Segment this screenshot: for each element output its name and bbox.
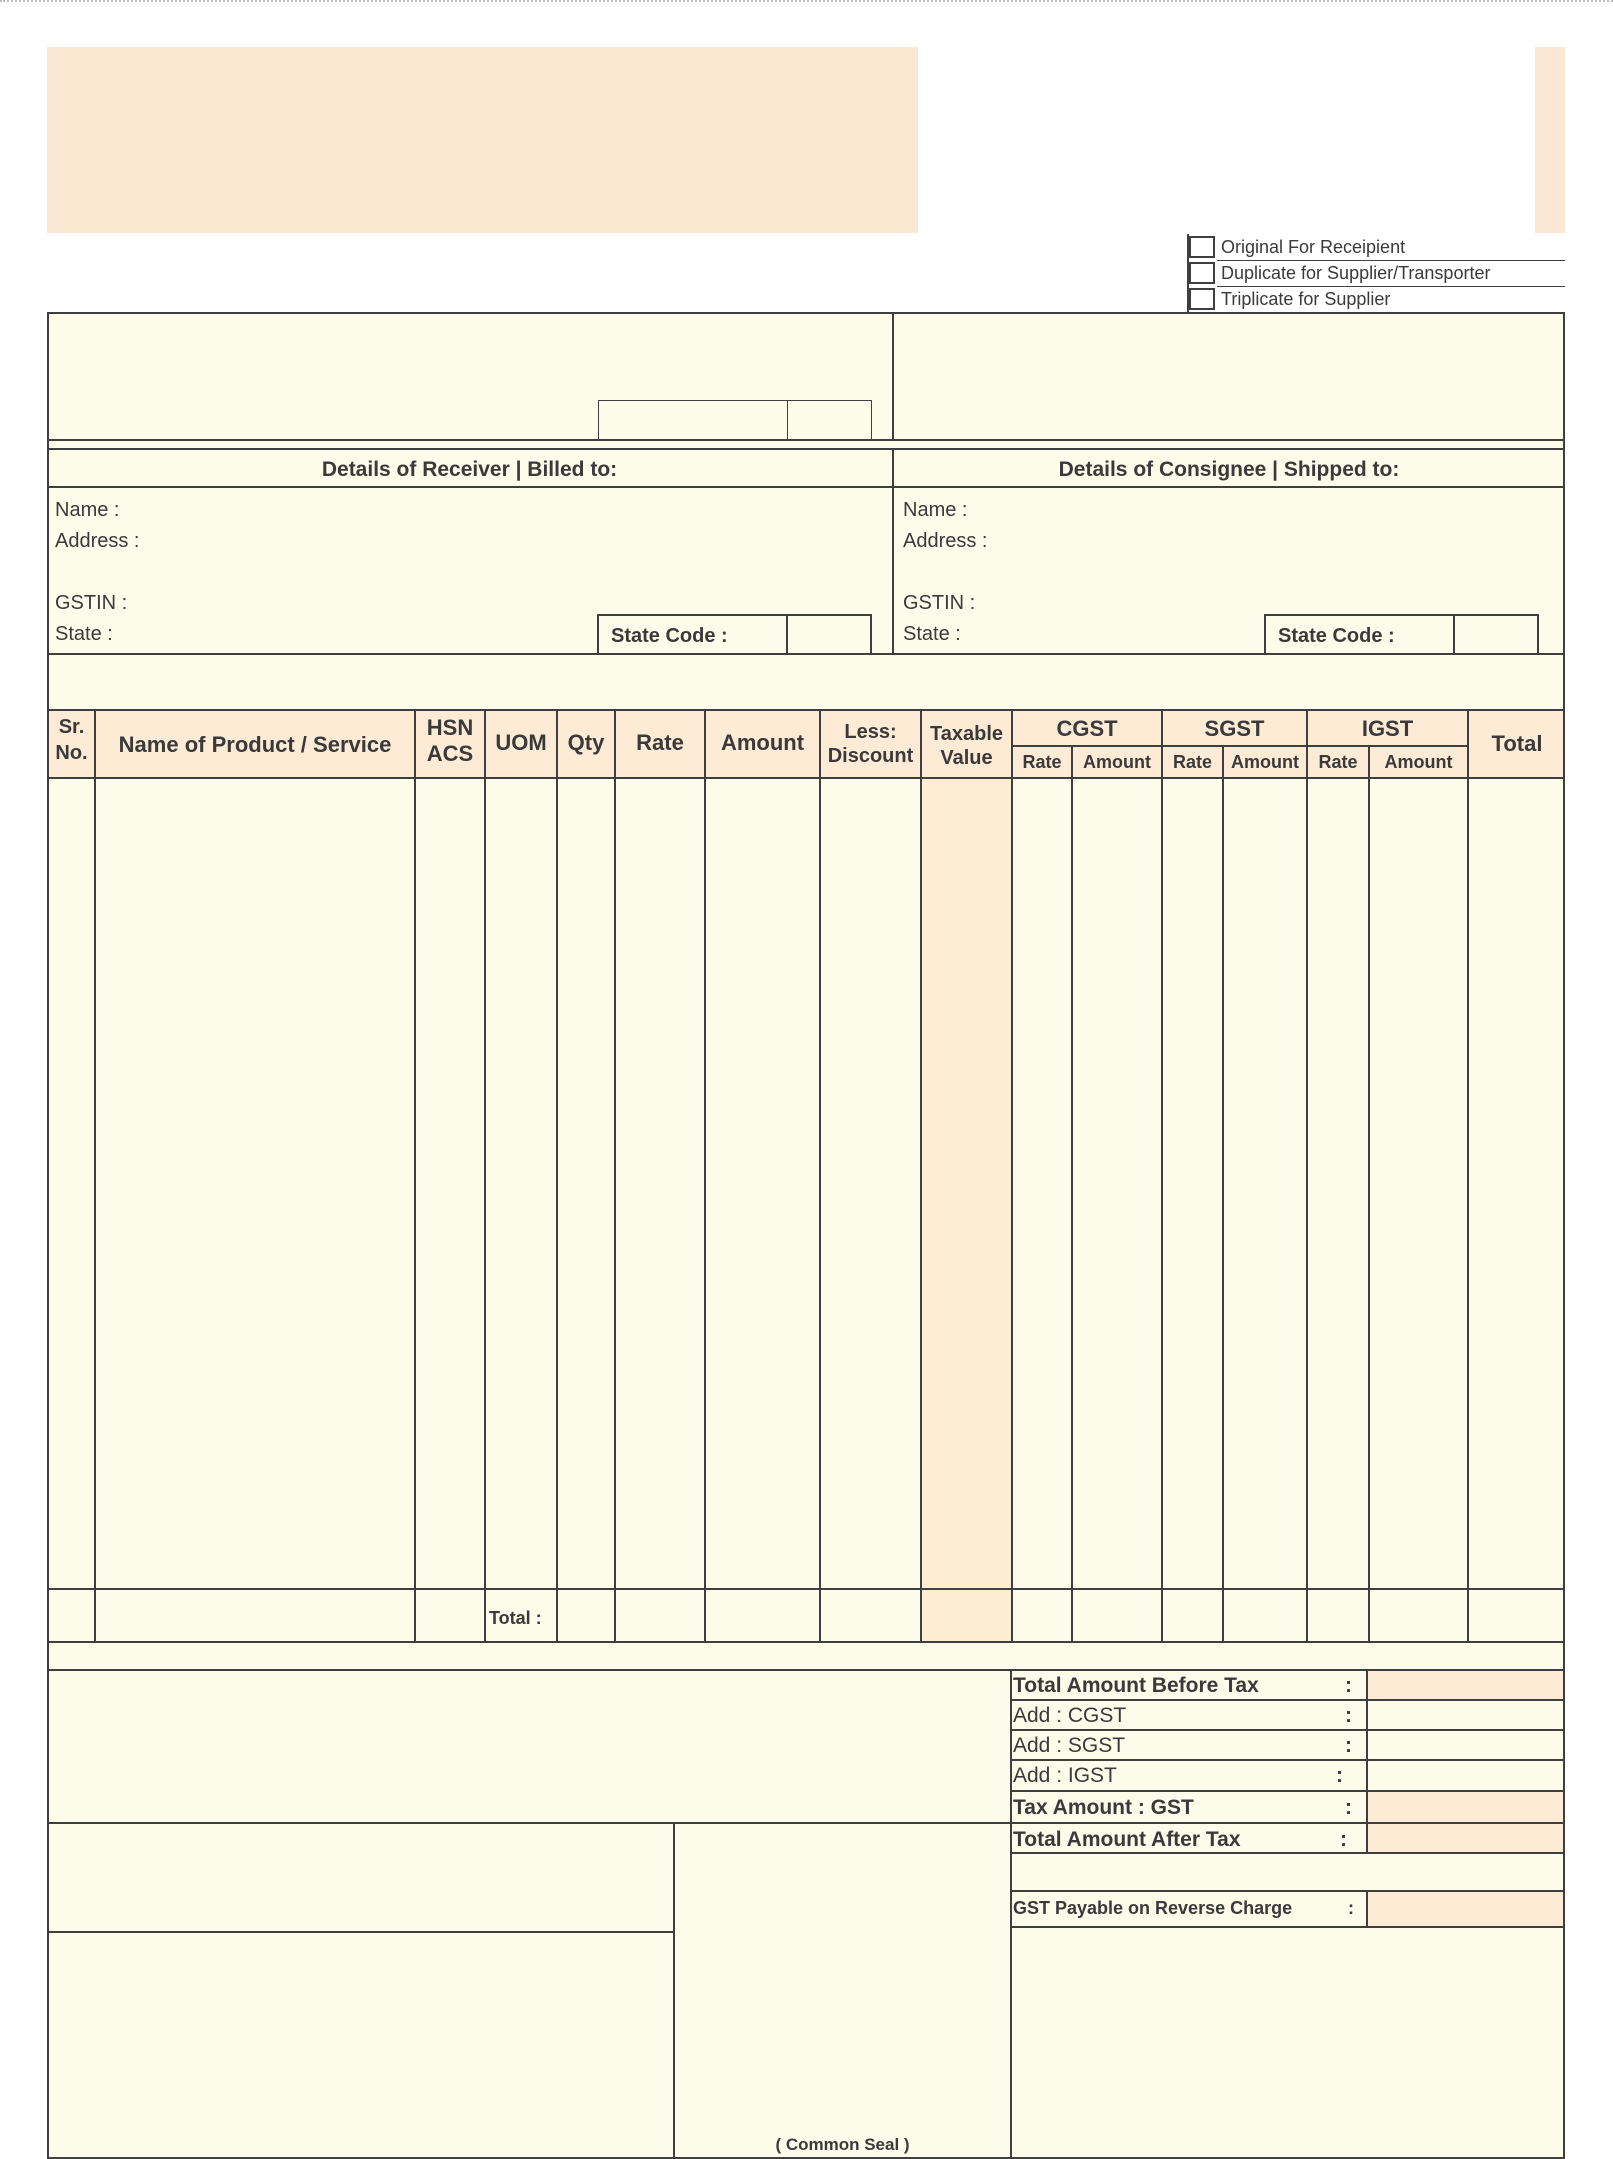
col-sr-no-line1: Sr. [58,716,85,738]
col-igst-rate: Rate [1318,752,1358,772]
receiver-name-label: Name : [55,499,120,521]
triplicate-copy-label: Triplicate for Supplier [1221,289,1391,309]
col-sgst-amount: Amount [1231,752,1299,772]
header-accent-block [1535,47,1565,233]
receiver-state-label: State : [55,623,113,645]
consignee-state-label: State : [903,623,961,645]
add-sgst-label: Add : SGST [1013,1734,1126,1757]
col-qty: Qty [567,730,605,755]
receiver-address-label: Address : [55,530,140,552]
col-igst: IGST [1361,716,1414,741]
consignee-gstin-label: GSTIN : [903,592,976,614]
total-before-tax-colon: : [1345,1674,1352,1697]
col-sr-no-line2: No. [55,742,88,764]
duplicate-copy-checkbox[interactable] [1189,262,1215,284]
receiver-heading: Details of Receiver | Billed to: [321,458,618,481]
col-uom: UOM [495,730,547,755]
tax-amount-gst-colon: : [1345,1796,1352,1819]
common-seal-label: ( Common Seal ) [775,2135,910,2154]
col-sgst-rate: Rate [1172,752,1212,772]
total-row-label: Total : [489,1608,542,1628]
page-top-edge [0,0,1613,2]
col-product-name: Name of Product / Service [118,732,392,757]
consignee-name-label: Name : [903,499,968,521]
original-copy-label: Original For Receipient [1221,237,1406,257]
consignee-state-code-label: State Code : [1278,625,1395,647]
receiver-gstin-label: GSTIN : [55,592,128,614]
col-taxable-line1: Taxable [930,723,1003,745]
col-cgst-amount: Amount [1083,752,1151,772]
duplicate-copy-label: Duplicate for Supplier/Transporter [1221,263,1491,283]
total-after-tax-label: Total Amount After Tax [1013,1828,1241,1851]
col-total: Total [1491,731,1543,756]
original-copy-checkbox[interactable] [1189,236,1215,258]
tax-amount-gst-label: Tax Amount : GST [1013,1796,1194,1819]
consignee-heading: Details of Consignee | Shipped to: [1058,458,1400,481]
col-cgst-rate: Rate [1022,752,1062,772]
total-before-tax-label: Total Amount Before Tax [1013,1674,1259,1697]
triplicate-copy-checkbox[interactable] [1189,288,1215,310]
col-sgst: SGST [1204,716,1265,741]
col-rate: Rate [636,730,684,755]
items-table-body[interactable] [49,779,1563,1588]
add-sgst-colon: : [1345,1734,1352,1757]
invoice-number-box[interactable] [598,400,788,440]
consignee-address-label: Address : [903,530,988,552]
col-hsn-line2: ACS [426,741,474,766]
reverse-charge-label: GST Payable on Reverse Charge [1013,1898,1293,1918]
col-cgst: CGST [1056,716,1118,741]
col-taxable-line2: Value [940,747,993,769]
add-cgst-label: Add : CGST [1013,1704,1127,1727]
receiver-state-code-label: State Code : [611,625,728,647]
invoice-date-box[interactable] [788,400,872,440]
consignee-state-code-input[interactable] [1453,614,1539,654]
col-discount-line1: Less: [844,721,897,743]
receiver-state-code-input[interactable] [786,614,872,654]
add-igst-colon: : [1336,1764,1343,1787]
col-discount-line2: Discount [827,745,914,767]
add-igst-label: Add : IGST [1013,1764,1117,1787]
total-after-tax-colon: : [1340,1828,1347,1851]
col-amount: Amount [720,730,805,755]
add-cgst-colon: : [1345,1704,1352,1727]
company-header-block [47,47,918,233]
col-igst-amount: Amount [1384,752,1453,772]
reverse-charge-colon: : [1348,1898,1354,1918]
col-hsn-line1: HSN [426,715,474,740]
